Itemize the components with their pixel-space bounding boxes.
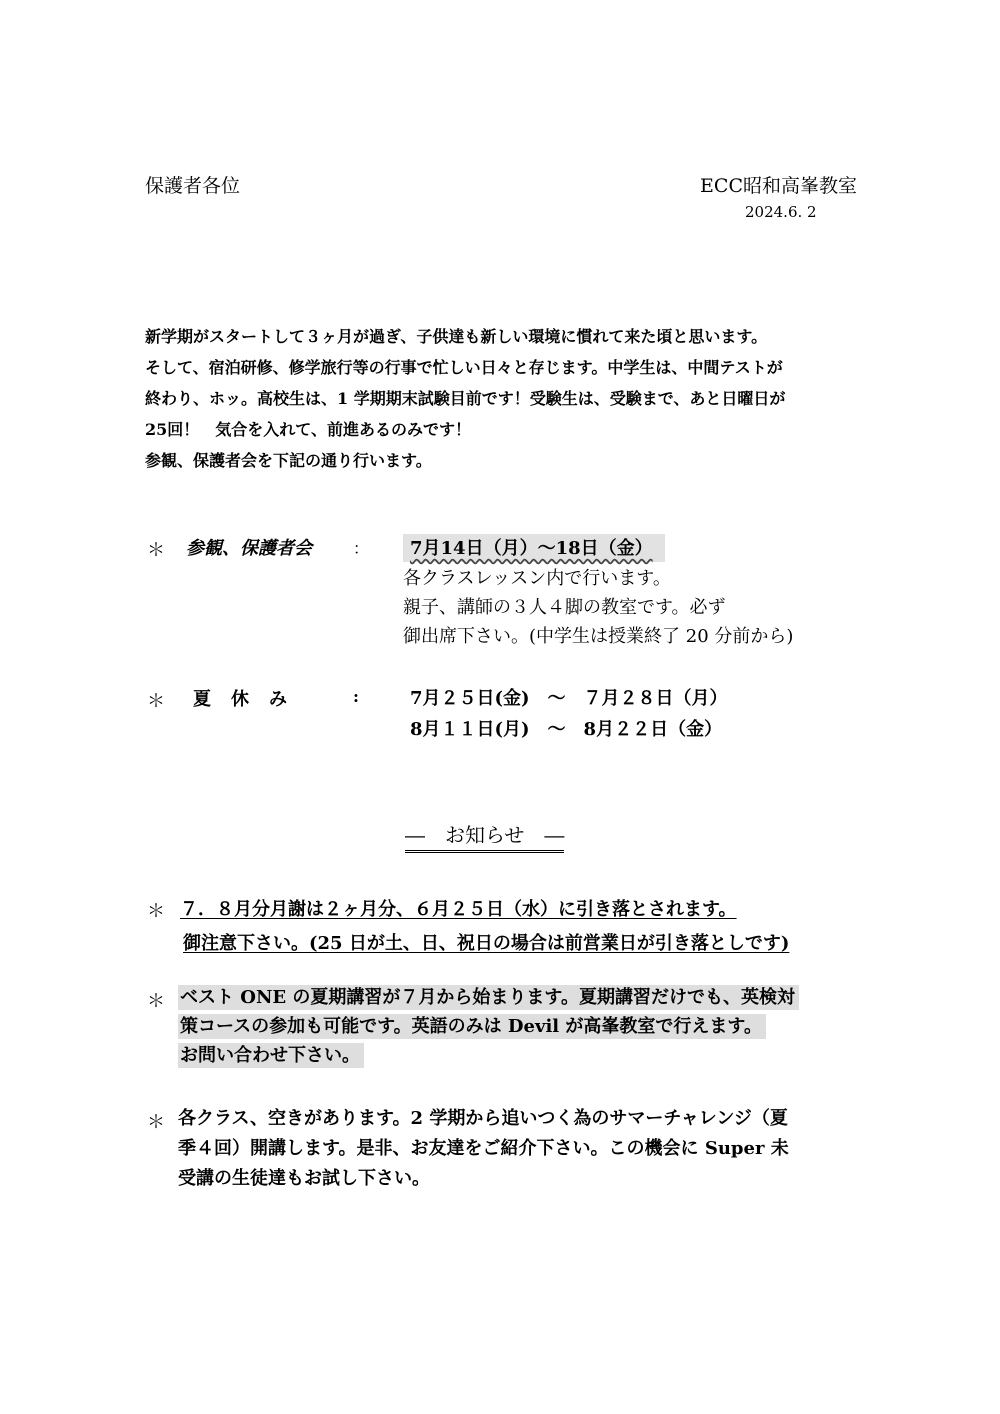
holiday-period: 8月１１日(月) ～ 8月２２日（金）	[410, 719, 723, 740]
holiday-bullet: ＊	[147, 691, 165, 712]
event-date: 7月14日（月）～18日（金）	[403, 534, 665, 562]
intro-paragraph	[145, 321, 785, 476]
intro-line: 終わり、ホッ。高校生は、1 学期期末試験目前です！受験生は、受験まで、あと日曜日が	[145, 389, 786, 408]
intro-line: 25回！ 気合を入れて、前進あるのみです！	[145, 420, 471, 439]
notice-line: お問い合わせ下さい。	[178, 1043, 364, 1068]
event-label: 参観、保護者会	[186, 538, 312, 559]
notice-bullet: ＊	[147, 901, 165, 922]
holiday-periods	[410, 683, 728, 745]
notice-line: 季４回）開講します。是非、お友達をご紹介下さい。この機会に Super 未	[178, 1138, 789, 1159]
notice-item-tuition	[180, 893, 789, 961]
event-bullet: ＊	[147, 540, 165, 561]
holiday-colon: :	[353, 687, 359, 706]
document-date: 2024.6. 2	[745, 203, 817, 221]
notice-line: 策コースの参加も可能です。英語のみは Devil が高峯教室で行えます。	[178, 1014, 766, 1039]
notice-item-summer-course	[178, 983, 799, 1070]
holiday-label: 夏休み	[193, 689, 307, 710]
notice-title: ― お知らせ ―	[405, 819, 564, 853]
notice-bullet: ＊	[147, 991, 165, 1012]
event-note: 御出席下さい。(中学生は授業終了 20 分前から)	[403, 626, 794, 647]
notice-line: ベスト ONE の夏期講習が７月から始まります。夏期講習だけでも、英検対	[178, 985, 799, 1010]
recipient-line: 保護者各位	[145, 175, 241, 197]
notice-item-summer-challenge	[178, 1104, 789, 1194]
intro-line: 新学期がスタートして３ヶ月が過ぎ、子供達も新しい環境に慣れて来た頃と思います。	[145, 327, 768, 346]
event-notes	[398, 564, 793, 651]
holiday-period: 7月２５日(金) ～ ７月２８日（月）	[410, 688, 728, 709]
event-colon: ：	[353, 539, 370, 558]
intro-line: そして、宿泊研修、修学旅行等の行事で忙しい日々と存じます。中学生は、中間テストが	[145, 358, 783, 377]
sender-name: ECC昭和高峯教室	[700, 175, 857, 197]
intro-line: 参観、保護者会を下記の通り行います。	[145, 451, 432, 470]
notice-line: ７．８月分月謝は２ヶ月分、６月２５日（水）に引き落とされます。	[180, 899, 737, 920]
event-note: 各クラスレッスン内で行います。	[403, 568, 671, 589]
event-note: 親子、講師の３人４脚の教室です。必ず	[403, 597, 726, 618]
notice-line: 各クラス、空きがあります。2 学期から追いつく為のサマーチャレンジ（夏	[178, 1108, 788, 1129]
notice-line: 受講の生徒達もお試し下さい。	[178, 1168, 430, 1189]
notice-line: 御注意下さい。(25 日が土、日、祝日の場合は前営業日が引き落としです)	[183, 933, 790, 954]
notice-bullet: ＊	[147, 1112, 165, 1133]
